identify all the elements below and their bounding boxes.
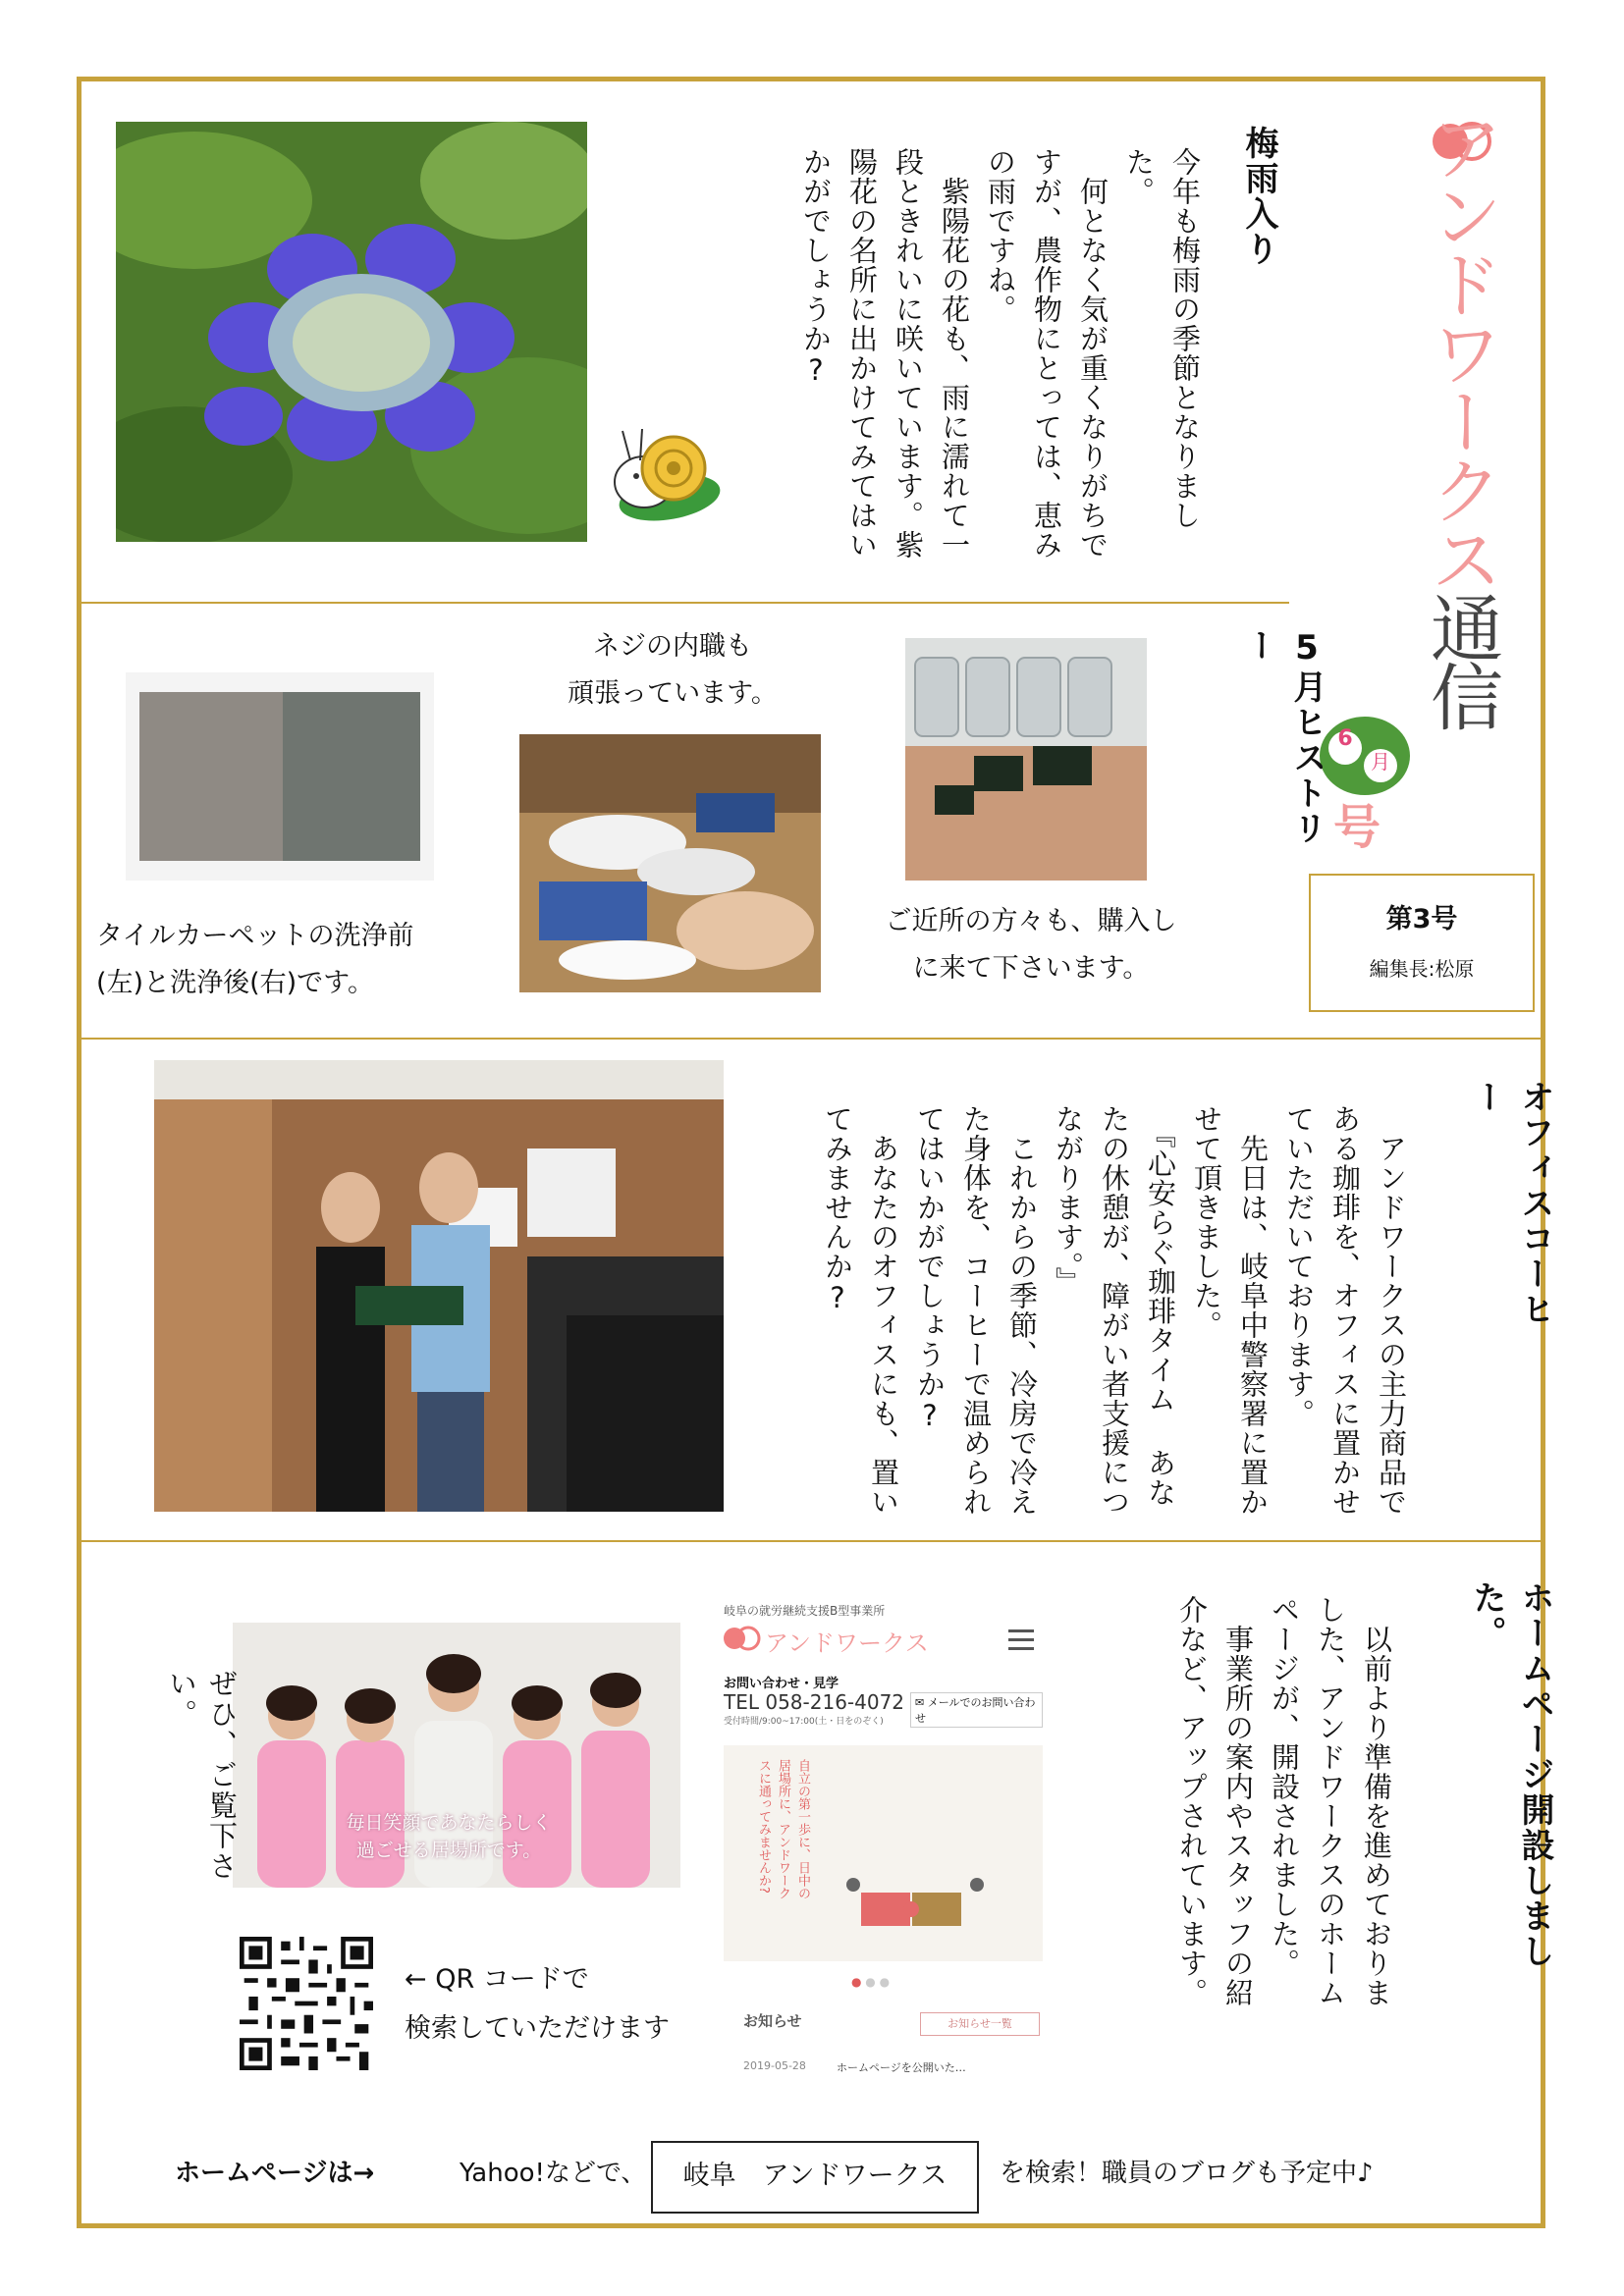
site-tel[interactable]: TEL 058-216-4072 — [724, 1690, 905, 1714]
newsletter-title — [1419, 110, 1503, 728]
staff-banner: 毎日笑顔であなたらしく 過ごせる居場所です。 — [346, 1812, 552, 1861]
coffee-body — [776, 1104, 1414, 1517]
rainy-body — [746, 147, 1208, 579]
rainy-p1: 今年も梅雨の季節となりました。 — [1122, 147, 1202, 530]
homepage-p1: 以前より準備を進めておりました、アンドワークスのホームページが、開設されました。 — [1268, 1595, 1393, 2007]
snail-icon — [601, 417, 723, 527]
site-contact-label: お問い合わせ・見学 — [724, 1677, 839, 1691]
site-news-label: お知らせ — [743, 2012, 802, 2030]
footer-lead: ホームページは→ — [175, 2159, 375, 2188]
coffee-p2: 先日は、岐阜中警察署に置かせて頂きました。 — [1190, 1104, 1270, 1517]
coffee-p3: 『心安らぐ珈琲タイム あなたの休憩が、障がい者支援につながります。』 — [1052, 1104, 1177, 1517]
staff-photo — [233, 1623, 680, 1888]
site-logo: アンドワークス — [765, 1629, 929, 1657]
footer-via: Yahoo!などで、 — [460, 2159, 647, 2188]
month-unit: 月 — [1371, 750, 1390, 774]
site-slide-text: 自立の第一歩に、日中の居場所に、アンドワークスに通ってみませんか? — [756, 1759, 810, 1899]
screws-photo — [519, 734, 821, 992]
shop-photo — [905, 638, 1147, 881]
rainy-p3: 紫陽花の花も、雨に濡れて一段ときれいに咲いています。紫陽花の名所に出かけてみてはいかがでしょうか? — [799, 147, 971, 560]
history-heading: 5月ヒストリー — [1239, 628, 1326, 846]
puzzle-icon — [841, 1863, 989, 1942]
title-sub: 通信 — [1419, 591, 1503, 728]
site-logo-icon — [722, 1626, 761, 1651]
mail-icon: ✉ — [915, 1696, 925, 1709]
issue-box — [1309, 874, 1535, 1012]
site-small-top: 岐阜の就労継続支援B型事業所 — [724, 1604, 886, 1618]
coffee-p4: これからの季節、冷房で冷えた身体を、コーヒーで温められてはいかがでしょうか? — [913, 1104, 1039, 1517]
divider-1 — [81, 602, 1289, 604]
divider-3 — [81, 1540, 1541, 1542]
month-number: 6 — [1337, 726, 1353, 751]
issue-go-label: 号 — [1333, 800, 1381, 855]
police-station-photo — [154, 1060, 724, 1512]
site-slide — [724, 1745, 1043, 1961]
rainy-heading: 梅雨入り — [1239, 126, 1278, 267]
coffee-p5: あなたのオフィスにも、置いてみませんか? — [821, 1104, 900, 1517]
site-hours: 受付時間/9:00~17:00(土・日をのぞく) — [724, 1717, 884, 1727]
shop-caption: ご近所の方々も、購入し に来て下さいます。 — [885, 906, 1177, 984]
qr-note: ← QR コードで 検索していただけます — [405, 1964, 670, 2044]
coffee-p1: アンドワークスの主力商品である珈琲を、オフィスに置かせていただいております。 — [1282, 1104, 1408, 1517]
divider-2 — [81, 1038, 1541, 1040]
homepage-heading: ホームページ開設しました。 — [1467, 1580, 1554, 1969]
footer-tail: を検索！職員のブログも予定中♪ — [1000, 2159, 1374, 2188]
site-news-date: 2019-05-28 — [743, 2059, 806, 2072]
editor-name: 編集長:松原 — [1369, 957, 1475, 981]
screws-caption: ネジの内職も 頑張っています。 — [568, 631, 778, 709]
rainy-p2: 何となく気が重くなりがちですが、農作物にとっては、恵みの雨ですね。 — [984, 147, 1110, 560]
qr-code-icon[interactable] — [240, 1937, 373, 2070]
website-screenshot — [714, 1598, 1053, 2087]
site-slide-dots[interactable]: ● ● ● — [851, 1975, 891, 1989]
coffee-heading: オフィスコーヒー — [1467, 1080, 1554, 1327]
please-see-text: ぜひ、ご覧下さい。 — [165, 1669, 239, 1882]
carpet-caption: タイルカーペットの洗浄前 (左)と洗浄後(右)です。 — [96, 921, 414, 998]
site-news-button[interactable]: お知らせ一覧 — [920, 2012, 1040, 2036]
title-main: アンドワークス — [1419, 110, 1503, 591]
carpet-photo — [126, 672, 434, 881]
hydrangea-photo — [116, 122, 587, 542]
site-mail-button[interactable]: ✉ メールでのお問い合わせ — [910, 1692, 1043, 1728]
site-news-item[interactable]: ホームページを公開いた… — [837, 2061, 966, 2074]
homepage-p2: 事業所の案内やスタッフの紹介など、アップされています。 — [1175, 1595, 1255, 2007]
search-keyword-box: 岐阜 アンドワークス — [651, 2141, 979, 2214]
homepage-body — [1164, 1595, 1399, 2027]
issue-number: 第3号 — [1385, 904, 1458, 934]
site-menu-icon[interactable] — [1008, 1629, 1034, 1650]
